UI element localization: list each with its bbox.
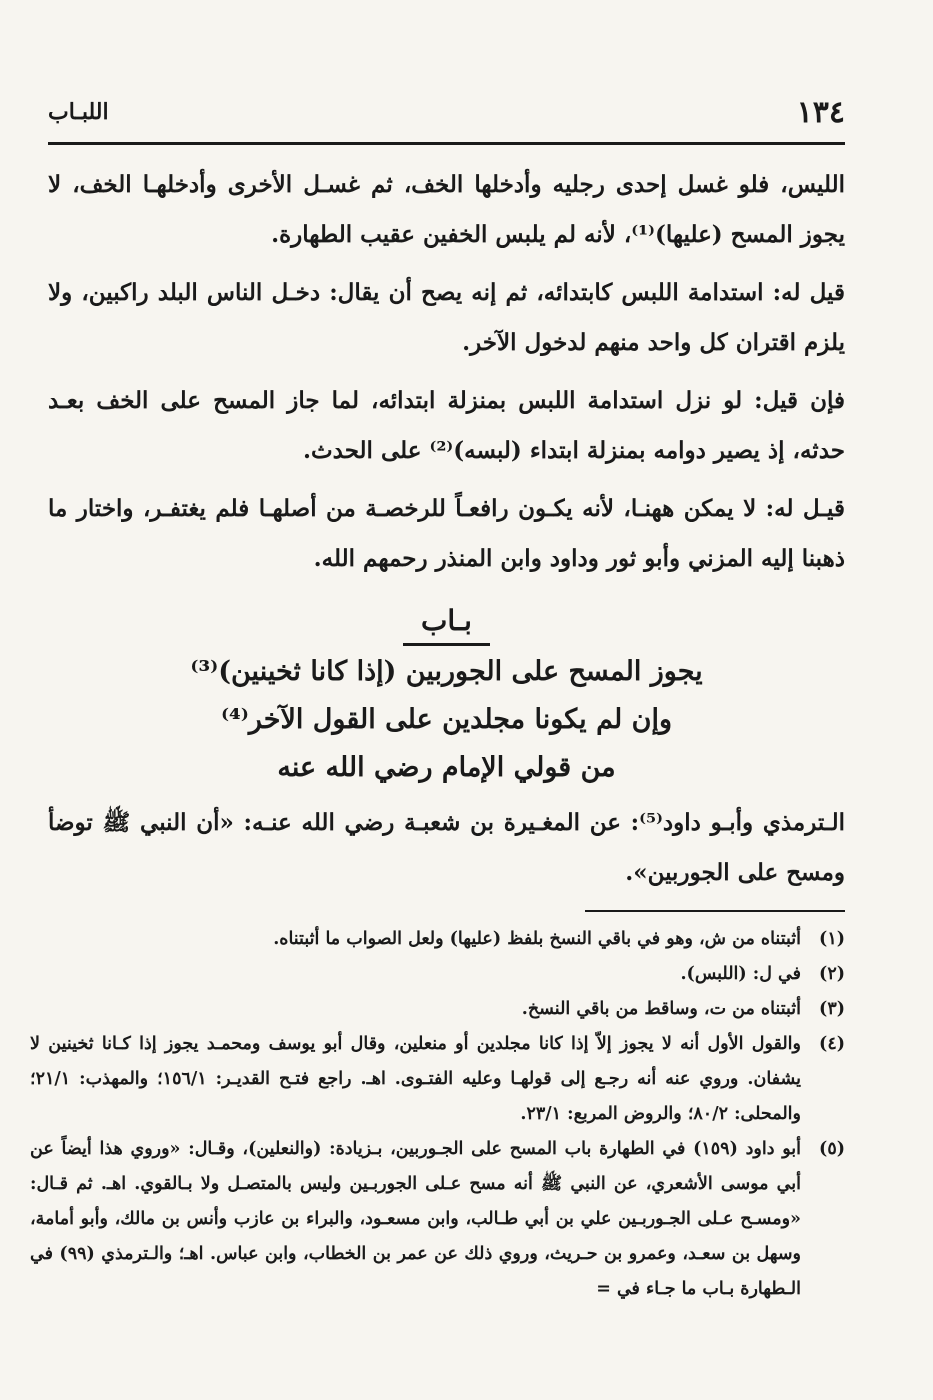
paragraph: فإن قيل: لو نزل استدامة اللبس بمنزلة ابتدائه، لما جاز المسح على الخف بعـد حدثه، إذ يصير دوامه بمنزلة ابتداء (لبسه)⁽²⁾ على الحدث. <box>48 387 845 464</box>
footnotes <box>30 922 845 1307</box>
footnote-number: (٢) <box>819 964 845 984</box>
paragraph: قيـل له: لا يمكن ههنـا، لأنه يكـون رافعـاً للرخصـة من أصلهـا فلم يغتفـر، واختار ما ذهبنا إليه المزني وأبو ثور وداود وابن المنذر رحمهم الله. <box>48 495 845 572</box>
paragraph: الـترمذي وأبـو داود⁽⁵⁾: عن المغـيرة بن شعبـة رضي الله عنـه: «أن النبي ﷺ توضأ ومسح على الجوربين». <box>48 809 845 886</box>
footnote-number: (٥) <box>819 1139 845 1159</box>
footnote <box>30 922 845 957</box>
footnote-divider <box>585 910 845 912</box>
paragraph: الليس، فلو غسل إحدى رجليه وأدخلها الخف، ثم غسـل الأخرى وأدخلهـا الخف، لا يجوز المسح (عليها)⁽¹⁾، لأنه لم يلبس الخفين عقيب الطهارة. <box>48 171 845 248</box>
footnote <box>30 957 845 992</box>
footnote-text: أثبتناه من ش، وهو في باقي النسخ بلفظ (عليها) ولعل الصواب ما أثبتناه. <box>273 929 801 949</box>
chapter-heading <box>48 598 845 792</box>
footnote-number: (٣) <box>819 999 845 1019</box>
footnote-text: أبو داود (١٥٩) في الطهارة باب المسح على الجـوربين، بـزيادة: (والنعلين)، وقـال: «وروي هذا أيضاً عن أبي موسى الأشعري، عن النبي ﷺ أنه مسح عـلى الجوربـين وليس بالمتصـل ولا بـالقوي. اهـ. ثم قـال: «ومسـح عـلى الجـوربـين علي بن أبي طـالب، وابن مسعـود، والبراء بن عازب وأنس بن مالك، وأبو أمامة، وسهل بن سعـد، وعمرو بن حـريث، وروي ذلك عن عمر بن الخطاب، وابن عباس. اهـ؛ والـترمذي (٩٩) في الـطهارة بـاب ما جـاء في = <box>30 1139 801 1299</box>
page-number: ١٣٤ <box>796 94 845 130</box>
footnote-text: أثبتناه من ت، وساقط من باقي النسخ. <box>521 999 801 1019</box>
footnote <box>30 1132 845 1307</box>
footnote-text: والقول الأول أنه لا يجوز إلاّ إذا كانا مجلدين أو منعلين، وقال أبو يوسف ومحمـد يجوز إذا كـانا ثخينين لا يشفان. وروي عنه أنه رجـع إلى قولهـا وعليه الفتـوى. اهـ. راجع فتـح القديـر: ١٥٦/١؛ والمهذب: ٢١/١؛ والمحلى: ٨٠/٢؛ والروض المربع: ٢٣/١. <box>30 1034 801 1124</box>
chapter-title-line: وإن لم يكونا مجلدين على القول الآخر⁽⁴⁾ <box>220 704 673 735</box>
chapter-title-line: من قولي الإمام رضي الله عنه <box>277 752 616 783</box>
chapter-label: بـاب <box>403 599 490 646</box>
footnote-text: في ل: (اللبس). <box>680 964 801 984</box>
footnote <box>30 992 845 1027</box>
main-text <box>48 160 845 906</box>
footnote-number: (١) <box>819 929 845 949</box>
paragraph: قيل له: استدامة اللبس كابتدائه، ثم إنه يصح أن يقال: دخـل الناس البلد راكبين، ولا يلزم اقتران كل واحد منهم لدخول الآخر. <box>48 279 845 356</box>
footnote <box>30 1027 845 1132</box>
footnote-number: (٤) <box>819 1034 845 1054</box>
page-header <box>48 92 845 132</box>
chapter-title-line: يجوز المسح على الجوربين (إذا كانا ثخينين)⁽³⁾ <box>190 656 703 687</box>
header-divider <box>48 142 845 145</box>
running-title: اللبـاب <box>48 99 109 125</box>
